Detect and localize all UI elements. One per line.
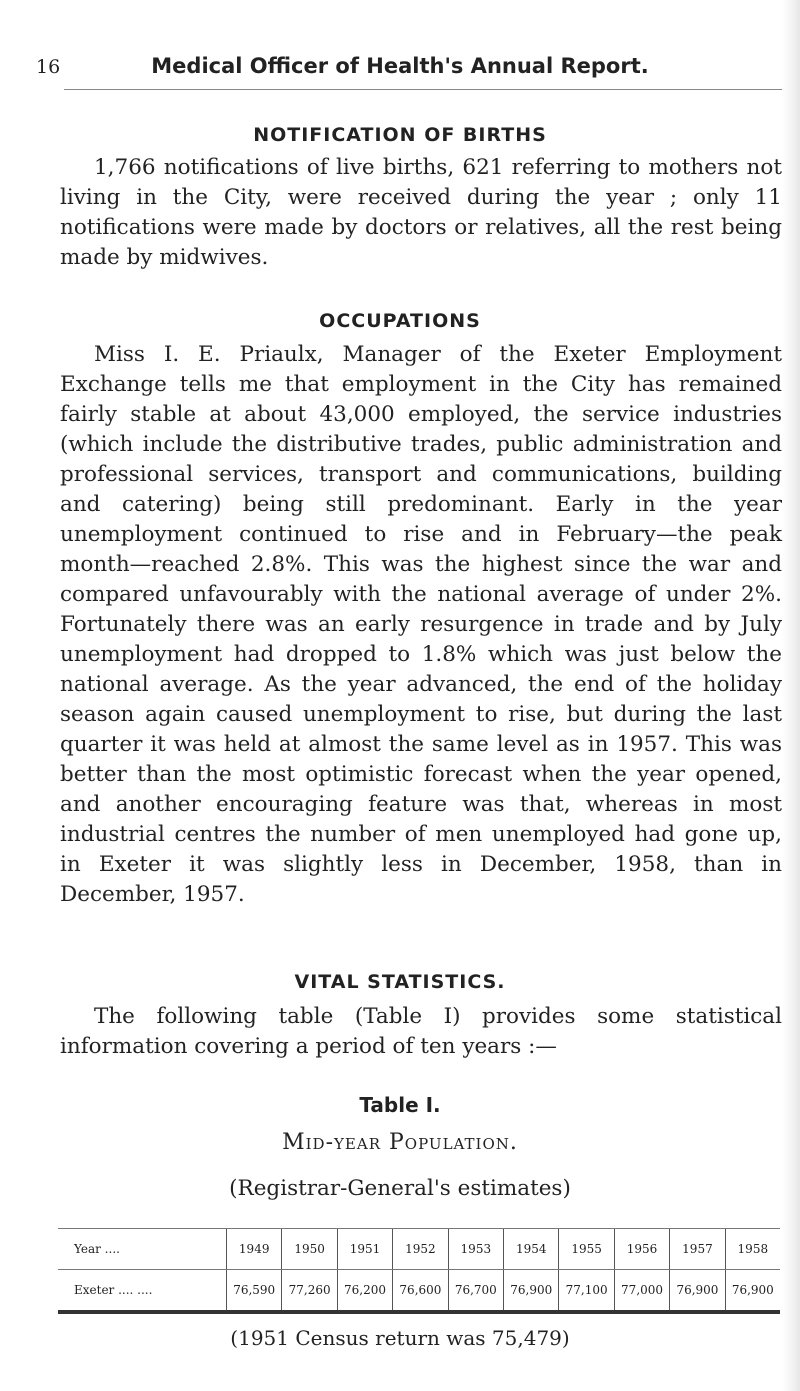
year-cell: 1950 [282,1229,337,1270]
running-title: Medical Officer of Health's Annual Report. [151,54,649,78]
year-cell: 1951 [337,1229,392,1270]
population-cell: 76,700 [448,1270,503,1313]
population-cell: 76,900 [504,1270,559,1313]
year-cell: 1954 [504,1229,559,1270]
population-cell: 77,100 [559,1270,614,1313]
occupations-paragraph: Miss I. E. Priaulx, Manager of the Exeter Employment Exchange tells me that employment in the City has remained fairly stable at about 43,000 employed, the service industries (which include the distributive trades, public administration and professional services, transport and communications, building and catering) being still predominant. Early in the year unemployment continued to rise and in February—the peak month—reached 2.8%. This was the highest since the war and compared unfavourably with the national average of under 2%. Fortunately there was an early resurgence in trade and by July unemployment had dropped to 1.8% which was just below the national average. As the year advanced, the end of the holiday season again caused unemployment to rise, but during the last quarter it was held at almost the same level as in 1957. This was better than the most optimistic forecast when the year opened, and another encouraging feature was that, whereas in most industrial centres the number of men unemployed had gone up, in Exeter it was slightly less in December, 1958, than in December, 1957. [60,342,782,907]
year-cell: 1956 [614,1229,669,1270]
population-cell: 76,590 [227,1270,282,1313]
year-cell: 1955 [559,1229,614,1270]
population-cell: 77,000 [614,1270,669,1313]
table-title: Table I. [359,1093,441,1117]
occupations-heading: OCCUPATIONS [319,310,481,332]
table-subtitle: Mid-year Population. [282,1130,518,1155]
page-number: 16 [36,56,61,78]
population-table [58,1228,780,1314]
header-rule [64,89,782,90]
population-cell: 77,260 [282,1270,337,1313]
table-note: (Registrar-General's estimates) [229,1176,571,1201]
vital-statistics-heading: VITAL STATISTICS. [294,971,506,993]
births-paragraph: 1,766 notifications of live births, 621 referring to mothers not living in the City, were received during the year ; only 11 notifications were made by doctors or relatives, all the rest being made by midwives. [60,155,782,270]
exeter-row-label: Exeter .... .... [58,1270,227,1313]
vital-statistics-paragraph: The following table (Table I) provides some statistical information covering a period of ten years :— [60,1004,782,1059]
year-cell: 1958 [725,1229,780,1270]
year-cell: 1949 [227,1229,282,1270]
table-row-exeter [58,1270,780,1313]
population-cell: 76,900 [725,1270,780,1313]
table-row-years [58,1229,780,1270]
census-footnote: (1951 Census return was 75,479) [230,1326,570,1350]
population-cell: 76,600 [393,1270,448,1313]
population-cell: 76,900 [670,1270,725,1313]
year-cell: 1953 [448,1229,503,1270]
births-heading: NOTIFICATION OF BIRTHS [253,124,547,146]
year-row-label: Year .... [58,1229,227,1270]
year-cell: 1952 [393,1229,448,1270]
year-cell: 1957 [670,1229,725,1270]
population-cell: 76,200 [337,1270,392,1313]
